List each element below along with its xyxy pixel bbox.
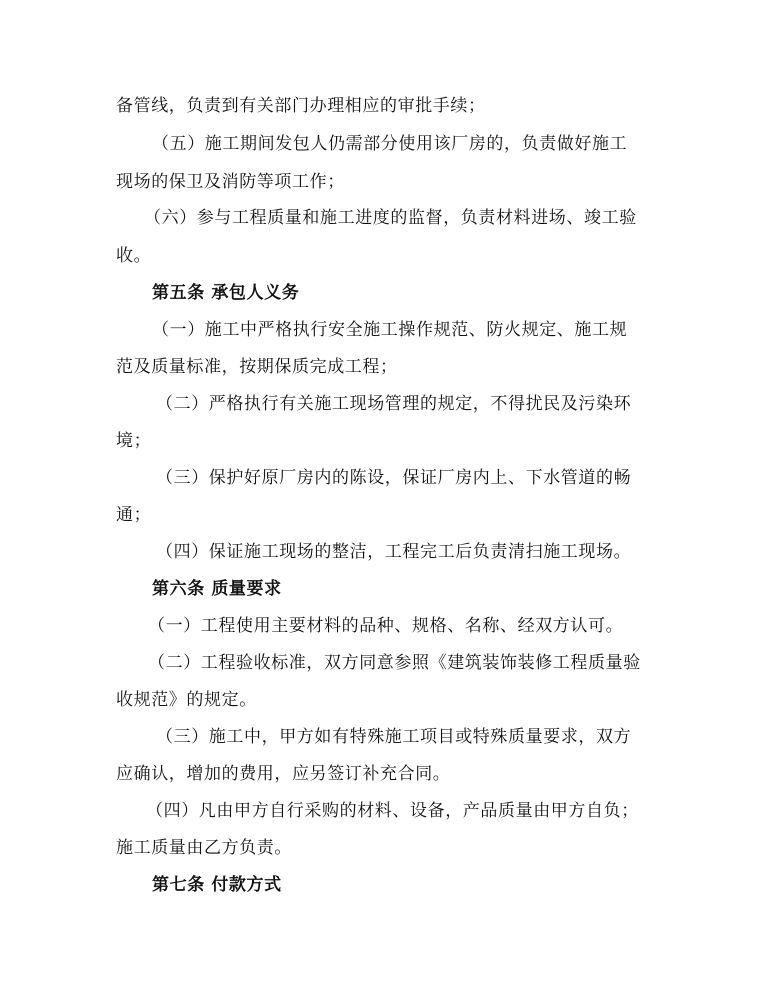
paragraph-item-4: （四）保证施工现场的整洁，工程完工后负责清扫施工现场。	[156, 542, 632, 562]
paragraph-item-2: （二）严格执行有关施工现场管理的规定，不得扰民及污染环	[156, 394, 632, 414]
article-heading-5: 第五条 承包人义务	[152, 283, 300, 303]
paragraph-item-2: （二）工程验收标准，双方同意参照《建筑装饰装修工程质量验	[148, 653, 641, 673]
paragraph-item-1: （一）施工中严格执行安全施工操作规范、防火规定、施工规	[152, 320, 628, 340]
article-heading-7: 第七条 付款方式	[152, 875, 282, 895]
paragraph-item-4: （四）凡由甲方自行采购的材料、设备，产品质量由甲方自负；	[146, 801, 639, 821]
paragraph-item-3: （三）施工中，甲方如有特殊施工项目或特殊质量要求，双方	[156, 727, 632, 747]
paragraph-item-5: （五）施工期间发包人仍需部分使用该厂房的，负责做好施工	[152, 134, 628, 154]
text-line: 施工质量由乙方负责。	[116, 838, 292, 858]
text-line: 应确认，增加的费用，应另签订补充合同。	[116, 764, 451, 784]
article-heading-6: 第六条 质量要求	[152, 579, 282, 599]
text-line: 范及质量标准，按期保质完成工程；	[116, 357, 398, 377]
text-line: 现场的保卫及消防等项工作；	[116, 172, 345, 192]
text-line: 通；	[116, 505, 152, 525]
paragraph-item-6: （六）参与工程质量和施工进度的监督，负责材料进场、竣工验	[144, 208, 637, 228]
paragraph-item-1: （一）工程使用主要材料的品种、规格、名称、经双方认可。	[148, 616, 624, 636]
text-line: 备管线，负责到有关部门办理相应的审批手续；	[116, 96, 486, 116]
text-line: 收。	[116, 246, 152, 266]
text-line: 收规范》的规定。	[116, 690, 257, 710]
text-line: 境；	[116, 431, 152, 451]
paragraph-item-3: （三）保护好原厂房内的陈设，保证厂房内上、下水管道的畅	[156, 468, 632, 488]
